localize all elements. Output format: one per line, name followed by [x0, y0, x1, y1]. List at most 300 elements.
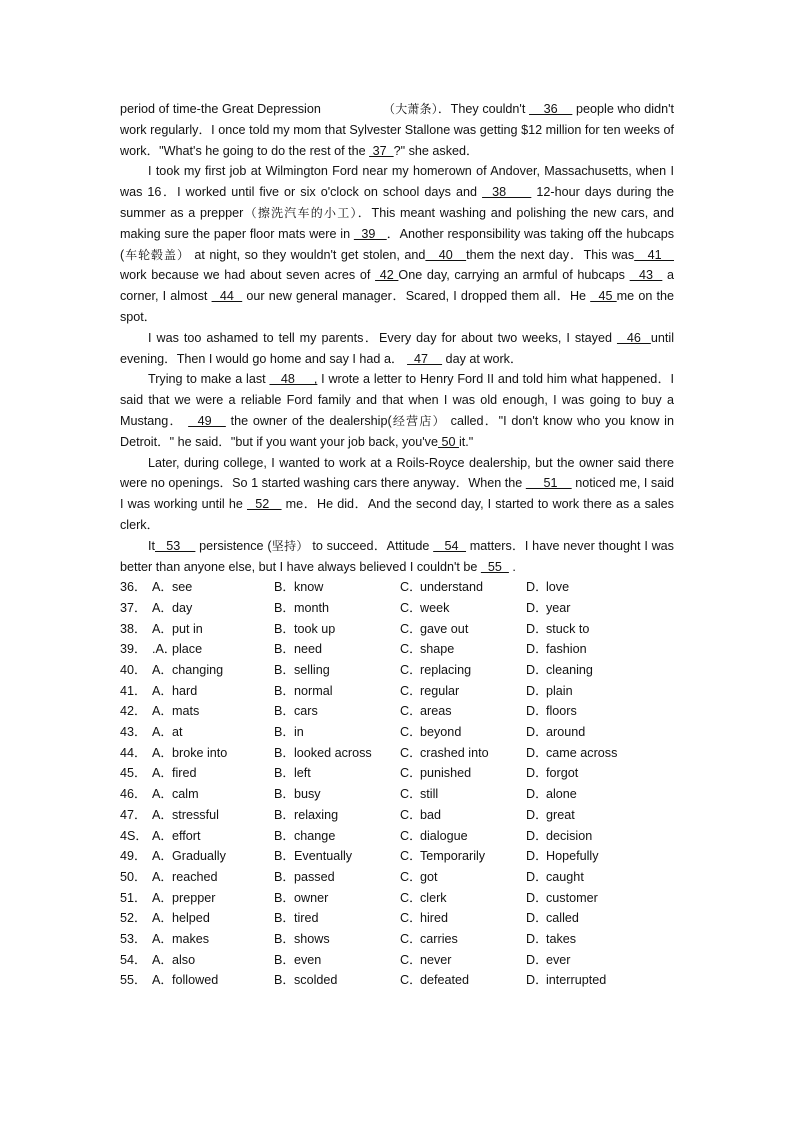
text-run: ．They couldn't — [437, 102, 529, 116]
text-run: I wrote a letter to Henry Ford II and told him what happened．I said that we were a reliable Ford family and that when I was old enough, I was going to buy a Mustang． — [120, 372, 675, 428]
option-text: came across — [546, 745, 618, 760]
option-text: regular — [420, 683, 460, 698]
option-letter: D． — [526, 849, 548, 864]
answer-option — [274, 681, 400, 702]
answer-option — [526, 784, 666, 805]
question-row — [120, 598, 674, 619]
passage-paragraph — [120, 369, 674, 452]
question-number: 55． — [120, 973, 147, 988]
question-number: 51． — [120, 890, 147, 905]
option-text: broke into — [172, 745, 228, 760]
passage-paragraph — [120, 453, 674, 536]
answer-option — [526, 598, 666, 619]
option-text: in — [294, 725, 304, 740]
text-run: . — [508, 559, 516, 574]
option-letter: B． — [274, 704, 295, 719]
question-row — [120, 577, 674, 598]
option-text: week — [420, 600, 450, 615]
option-letter: B． — [274, 745, 295, 760]
question-number: 46． — [120, 787, 147, 802]
answer-option — [400, 701, 526, 722]
answer-option — [526, 846, 666, 867]
option-text: passed — [294, 869, 335, 884]
option-text: mats — [172, 704, 200, 719]
answer-option — [152, 867, 274, 888]
option-text: ever — [546, 952, 571, 967]
option-text: know — [294, 580, 324, 595]
option-text: prepper — [172, 890, 216, 905]
option-letter: A． — [152, 787, 173, 802]
option-letter: A． — [152, 600, 173, 615]
option-letter: C． — [400, 704, 422, 719]
option-letter: C． — [400, 663, 422, 678]
passage-paragraph — [120, 161, 674, 327]
passage-text — [120, 99, 674, 577]
option-text: scolded — [294, 973, 338, 988]
option-letter: A． — [152, 973, 173, 988]
option-letter: B． — [274, 890, 295, 905]
passage-paragraph — [120, 99, 674, 161]
text-run: Trying to make a last — [148, 372, 270, 387]
answer-option — [526, 619, 666, 640]
option-text: never — [420, 952, 452, 967]
option-text: alone — [546, 787, 577, 802]
answer-option — [400, 784, 526, 805]
option-text: stressful — [172, 807, 219, 822]
option-text: shows — [294, 931, 330, 946]
question-number: 41． — [120, 683, 147, 698]
question-number: 52． — [120, 911, 147, 926]
answer-option — [400, 639, 526, 660]
option-text: defeated — [420, 973, 470, 988]
answer-option — [274, 639, 400, 660]
option-letter: A． — [152, 766, 173, 781]
answer-option — [400, 660, 526, 681]
option-letter: C． — [400, 725, 422, 740]
option-letter: D． — [526, 745, 548, 760]
option-letter: A． — [152, 890, 173, 905]
answer-option — [526, 950, 666, 971]
question-row — [120, 681, 674, 702]
option-letter: B． — [274, 725, 295, 740]
question-row — [120, 908, 674, 929]
option-letter: A． — [152, 931, 173, 946]
answer-option — [400, 805, 526, 826]
question-number: 50． — [120, 869, 147, 884]
option-text: takes — [546, 931, 577, 946]
option-letter: C． — [400, 642, 422, 657]
answer-option — [526, 805, 666, 826]
option-text: effort — [172, 828, 201, 843]
answer-option — [152, 722, 274, 743]
blank-number: 43 — [629, 268, 663, 283]
option-letter: A． — [152, 725, 173, 740]
answer-option — [152, 929, 274, 950]
option-text: normal — [294, 683, 333, 698]
question-row — [120, 660, 674, 681]
text-run: work because we had about seven acres of — [120, 268, 376, 283]
option-letter: C． — [400, 766, 422, 781]
question-number: 53． — [120, 931, 147, 946]
option-text: clerk — [420, 890, 447, 905]
text-run: ?" she asked． — [393, 143, 479, 158]
answer-option — [274, 763, 400, 784]
option-letter: D． — [526, 869, 548, 884]
text-run: people who didn't work regularly．I once told my mom that Sylvester Stallone was getting $12 million for ten weeks of work．"What's he going to do the rest of the — [120, 102, 674, 158]
blank-number: 54 — [433, 538, 467, 553]
option-text: gave out — [420, 621, 469, 636]
option-text: see — [172, 580, 193, 595]
text-run: It — [148, 538, 155, 553]
option-letter: A． — [152, 911, 173, 926]
option-letter: .A． — [152, 642, 177, 657]
question-number: 37． — [120, 600, 147, 615]
answer-option — [152, 846, 274, 867]
option-text: helped — [172, 911, 210, 926]
passage-paragraph — [120, 536, 674, 578]
answer-option — [400, 826, 526, 847]
option-letter: A． — [152, 621, 173, 636]
answer-option — [274, 784, 400, 805]
option-letter: D． — [526, 766, 548, 781]
option-letter: C． — [400, 890, 422, 905]
option-text: need — [294, 642, 323, 657]
option-letter: B． — [274, 580, 295, 595]
answer-option — [152, 826, 274, 847]
blank-number: 48 , — [269, 372, 318, 387]
blank-number: 51 — [525, 476, 572, 491]
answer-option — [526, 763, 666, 784]
option-text: bad — [420, 807, 442, 822]
option-letter: A． — [152, 580, 173, 595]
option-letter: A． — [152, 869, 173, 884]
answer-option — [274, 929, 400, 950]
answer-option — [526, 908, 666, 929]
text-run: at night, so they wouldn't get stolen, and — [189, 247, 426, 262]
question-row — [120, 743, 674, 764]
question-number: 38． — [120, 621, 147, 636]
option-letter: C． — [400, 828, 422, 843]
option-letter: B． — [274, 952, 295, 967]
option-text: change — [294, 828, 336, 843]
answer-option — [526, 681, 666, 702]
text-run: a corner, I almost — [120, 268, 674, 304]
blank-number: 37 — [369, 143, 394, 158]
answer-option — [152, 660, 274, 681]
option-text: Temporarily — [420, 849, 486, 864]
answer-option — [400, 929, 526, 950]
option-text: dialogue — [420, 828, 468, 843]
option-text: year — [546, 600, 571, 615]
answer-option — [274, 826, 400, 847]
chinese-gloss: 坚持） — [271, 538, 309, 553]
question-row — [120, 619, 674, 640]
question-list — [120, 577, 674, 991]
answer-option — [526, 743, 666, 764]
answer-option — [274, 908, 400, 929]
blank-number: 46 — [616, 330, 651, 345]
answer-option — [400, 598, 526, 619]
option-text: stuck to — [546, 621, 590, 636]
answer-option — [400, 763, 526, 784]
answer-option — [526, 660, 666, 681]
option-letter: C． — [400, 683, 422, 698]
question-number: 43． — [120, 725, 147, 740]
option-text: crashed into — [420, 745, 489, 760]
option-letter: D． — [526, 952, 548, 967]
option-letter: A． — [152, 683, 173, 698]
option-letter: C． — [400, 807, 422, 822]
text-run: it." — [458, 434, 474, 449]
option-text: followed — [172, 973, 219, 988]
option-text: put in — [172, 621, 203, 636]
option-text: cleaning — [546, 663, 593, 678]
question-row — [120, 805, 674, 826]
answer-option — [152, 908, 274, 929]
option-text: busy — [294, 787, 321, 802]
option-letter: B． — [274, 683, 295, 698]
answer-option — [152, 784, 274, 805]
option-letter: C． — [400, 580, 422, 595]
answer-option — [400, 888, 526, 909]
blank-number: 44 — [211, 289, 243, 304]
text-run: ．This meant washing and polishing the new cars, and making sure the paper floor mats were in — [120, 205, 674, 241]
text-run: One day, carrying an armful of hubcaps — [398, 268, 630, 283]
option-text: called — [546, 911, 579, 926]
option-text: interrupted — [546, 973, 607, 988]
option-letter: C． — [400, 952, 422, 967]
option-letter: D． — [526, 828, 548, 843]
question-number: 47． — [120, 807, 147, 822]
blank-number: 45 — [590, 289, 617, 304]
question-number: 42． — [120, 704, 147, 719]
answer-option — [526, 929, 666, 950]
option-text: relaxing — [294, 807, 339, 822]
option-letter: D． — [526, 890, 548, 905]
option-text: caught — [546, 869, 584, 884]
text-run: matters．I have never thought I was better than anyone else, but I have always believed I couldn't be — [120, 538, 674, 574]
option-text: took up — [294, 621, 336, 636]
document-page — [120, 99, 674, 991]
answer-option — [274, 660, 400, 681]
answer-option — [274, 598, 400, 619]
option-letter: D． — [526, 807, 548, 822]
option-letter: A． — [152, 828, 173, 843]
option-letter: D． — [526, 725, 548, 740]
option-letter: D． — [526, 621, 548, 636]
option-letter: C． — [400, 600, 422, 615]
text-run: ．Another responsibility was taking off the hubcaps ( — [120, 226, 674, 262]
blank-number: 38 — [482, 185, 532, 200]
option-text: floors — [546, 704, 577, 719]
answer-option — [152, 639, 274, 660]
option-text: forgot — [546, 766, 579, 781]
option-text: hard — [172, 683, 198, 698]
question-number: 54． — [120, 952, 147, 967]
answer-option — [526, 722, 666, 743]
option-text: even — [294, 952, 322, 967]
text-run: day at work． — [442, 351, 523, 366]
option-letter: C． — [400, 621, 422, 636]
text-run: 12-hour days during the summer as a prepper — [120, 185, 675, 220]
answer-option — [152, 681, 274, 702]
option-letter: B． — [274, 911, 295, 926]
answer-option — [152, 763, 274, 784]
option-letter: C． — [400, 787, 422, 802]
option-text: fashion — [546, 642, 587, 657]
option-letter: B． — [274, 828, 295, 843]
answer-option — [274, 701, 400, 722]
option-text: month — [294, 600, 330, 615]
option-letter: C． — [400, 973, 422, 988]
option-letter: A． — [152, 849, 173, 864]
answer-option — [152, 577, 274, 598]
option-letter: A． — [152, 704, 173, 719]
answer-option — [152, 598, 274, 619]
option-letter: D． — [526, 787, 548, 802]
answer-option — [152, 701, 274, 722]
blank-number: 42 — [375, 268, 399, 283]
option-text: great — [546, 807, 575, 822]
text-run: persistence ( — [195, 538, 272, 553]
option-letter: B． — [274, 931, 295, 946]
option-text: changing — [172, 663, 224, 678]
answer-option — [400, 908, 526, 929]
option-letter: D． — [526, 931, 548, 946]
text-run: called．"I don't know who you know in Detroit．" he said．"but if you want your job back, you've — [120, 413, 674, 449]
option-text: reached — [172, 869, 218, 884]
option-text: carries — [420, 931, 458, 946]
option-letter: D． — [526, 704, 548, 719]
option-letter: A． — [152, 745, 173, 760]
option-text: cars — [294, 704, 318, 719]
blank-number: 55 — [480, 559, 509, 574]
question-row — [120, 722, 674, 743]
option-letter: B． — [274, 621, 295, 636]
blank-number: 52 — [246, 497, 282, 512]
text-run: until evening．Then I would go home and say I had a． — [120, 330, 674, 366]
option-letter: B． — [274, 869, 295, 884]
question-number: 4S． — [120, 828, 148, 843]
answer-option — [400, 867, 526, 888]
option-text: punished — [420, 766, 472, 781]
text-run: to succeed．Attitude — [308, 538, 434, 553]
question-number: 36． — [120, 580, 147, 595]
option-text: makes — [172, 931, 210, 946]
option-text: at — [172, 725, 183, 740]
option-letter: B． — [274, 849, 295, 864]
option-letter: D． — [526, 663, 548, 678]
answer-option — [274, 867, 400, 888]
option-text: Eventually — [294, 849, 353, 864]
text-run: the owner of the dealership( — [225, 413, 392, 428]
answer-option — [274, 743, 400, 764]
option-letter: B． — [274, 973, 295, 988]
option-text: calm — [172, 787, 199, 802]
option-letter: D． — [526, 911, 548, 926]
answer-option — [152, 888, 274, 909]
option-letter: D． — [526, 600, 548, 615]
blank-number: 53 — [155, 538, 196, 553]
passage-paragraph — [120, 328, 674, 370]
text-run: I was too ashamed to tell my parents．Every day for about two weeks, I stayed — [148, 330, 617, 345]
option-text: Hopefully — [546, 849, 599, 864]
question-row — [120, 888, 674, 909]
option-text: looked across — [294, 745, 372, 760]
question-row — [120, 867, 674, 888]
text-run: them the next day．This was — [466, 247, 635, 262]
chinese-gloss: 车轮毂盖） — [124, 247, 190, 262]
option-text: replacing — [420, 663, 472, 678]
option-text: fired — [172, 766, 197, 781]
answer-option — [274, 722, 400, 743]
option-letter: C． — [400, 931, 422, 946]
answer-option — [274, 805, 400, 826]
option-text: love — [546, 580, 570, 595]
blank-number: 49 — [188, 413, 226, 428]
question-row — [120, 846, 674, 867]
text-run: our new general manager．Scared, I dropped them all．He — [242, 289, 591, 304]
answer-option — [526, 867, 666, 888]
question-row — [120, 970, 674, 991]
chinese-gloss: （大萧条） — [382, 102, 438, 116]
answer-option — [400, 846, 526, 867]
answer-option — [152, 805, 274, 826]
answer-option — [274, 846, 400, 867]
question-number: 45． — [120, 766, 147, 781]
answer-option — [274, 950, 400, 971]
answer-option — [274, 888, 400, 909]
option-letter: A． — [152, 952, 173, 967]
option-text: Gradually — [172, 849, 226, 864]
option-text: shape — [420, 642, 455, 657]
option-text: left — [294, 766, 311, 781]
option-letter: D． — [526, 642, 548, 657]
question-row — [120, 764, 674, 785]
answer-option — [526, 577, 666, 598]
option-text: beyond — [420, 725, 462, 740]
option-letter: B． — [274, 600, 295, 615]
answer-option — [400, 681, 526, 702]
option-letter: D． — [526, 973, 548, 988]
option-text: around — [546, 725, 586, 740]
option-letter: C． — [400, 911, 422, 926]
chinese-gloss: （擦洗汽车的小工） — [243, 205, 358, 220]
question-number: 40． — [120, 663, 147, 678]
answer-option — [152, 743, 274, 764]
answer-option — [526, 701, 666, 722]
question-row — [120, 826, 674, 847]
blank-number: 50 — [437, 434, 459, 449]
question-number: 44． — [120, 745, 147, 760]
blank-number: 41 — [634, 247, 674, 262]
option-text: also — [172, 952, 196, 967]
answer-option — [400, 619, 526, 640]
question-row — [120, 950, 674, 971]
text-run: period of time-the Great Depression — [120, 102, 321, 116]
option-letter: C． — [400, 849, 422, 864]
option-text: got — [420, 869, 438, 884]
blank-number: 40 — [425, 247, 467, 262]
answer-option — [152, 950, 274, 971]
option-letter: B． — [274, 787, 295, 802]
option-text: hired — [420, 911, 449, 926]
text-run: Later, during college, I wanted to work at a Roils-Royce dealership, but the owner said there were no openings．So 1 started washing cars there anyway．When the — [120, 455, 674, 491]
answer-option — [274, 970, 400, 991]
answer-option — [526, 639, 666, 660]
text-run: noticed me, I said I was working until he — [120, 476, 675, 512]
option-letter: D． — [526, 683, 548, 698]
